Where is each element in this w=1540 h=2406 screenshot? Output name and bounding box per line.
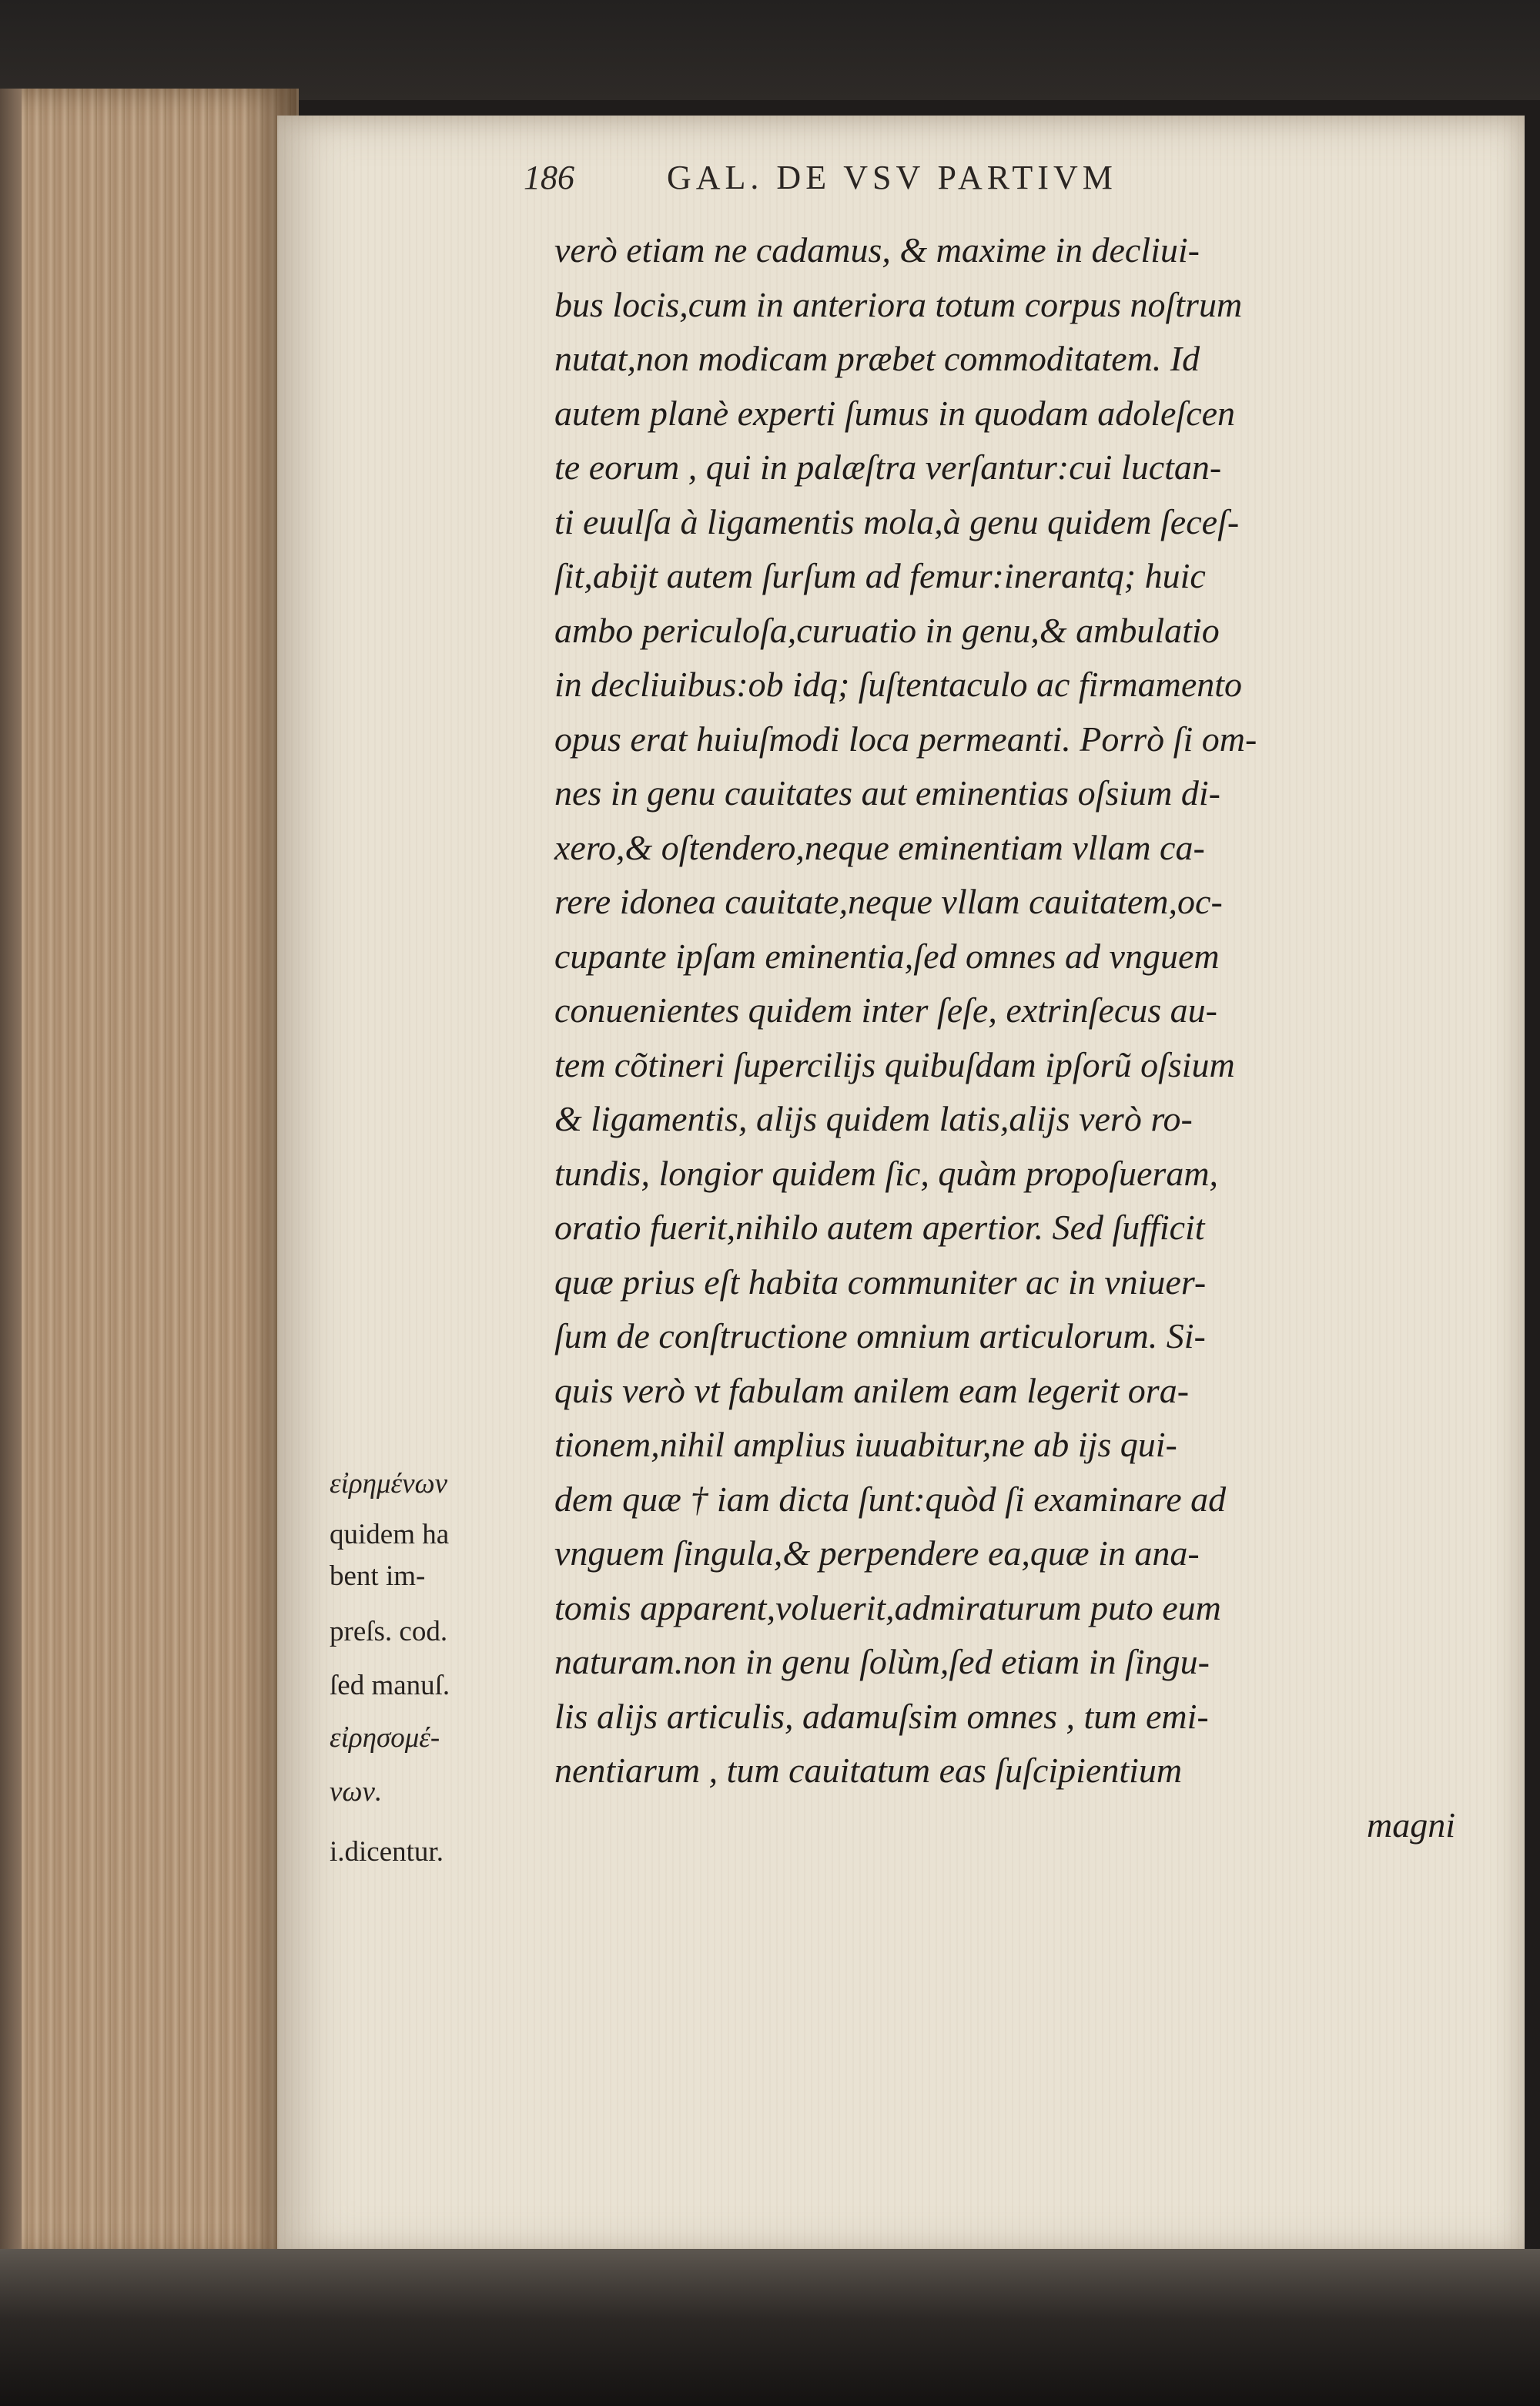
text-line: autem planè experti ſumus in quodam adoleſcen: [554, 393, 1236, 433]
text-line: oratio fuerit,nihilo autem apertior. Sed ſufficit: [554, 1208, 1205, 1247]
body-text: [554, 223, 1502, 1852]
text-line: cupante ipſam eminentia,ſed omnes ad vnguem: [554, 936, 1220, 976]
margin-note-line: εἰρημένων: [330, 1468, 448, 1500]
page-number: 186: [524, 159, 574, 196]
book-spine: [0, 89, 22, 2260]
text-line: nutat,non modicam præbet commoditatem. Id: [554, 339, 1200, 378]
margin-note-line: εἰρησομέ-: [330, 1722, 440, 1754]
running-head-title: GAL. DE VSV PARTIVM: [667, 159, 1117, 196]
text-line: ti euulſa à ligamentis mola,à genu quidem ſeceſ-: [554, 501, 1240, 541]
text-line: ſum de conſtructione omnium articulorum. Si-: [554, 1316, 1206, 1355]
margin-note-line: quidem ha: [330, 1519, 450, 1550]
margin-note-line: i.dicentur.: [330, 1836, 444, 1868]
text-line: quis verò vt fabulam anilem eam legerit ora-: [554, 1370, 1190, 1410]
bottom-backdrop: [0, 2249, 1540, 2406]
text-line: tomis apparent,voluerit,admiraturum puto eum: [554, 1587, 1221, 1627]
catchword: magni: [1367, 1804, 1455, 1845]
text-line: quæ prius eſt habita communiter ac in vniuer-: [554, 1262, 1207, 1302]
text-line: vnguem ſingula,& perpendere ea,quæ in ana-: [554, 1533, 1200, 1573]
text-line: ſit,abijt autem ſurſum ad femur:inerantq; huic: [554, 556, 1206, 595]
text-line: xero,& oſtendero,neque eminentiam vllam ca-: [554, 827, 1205, 867]
text-line: nentiarum , tum cauitatum eas ſuſcipientium: [554, 1751, 1183, 1790]
backdrop: [0, 0, 1540, 100]
margin-note-line: ſed manuſ.: [330, 1670, 450, 1701]
text-line: in decliuibus:ob idq; ſuſtentaculo ac firmamento: [554, 665, 1243, 704]
text-line: rere idonea cauitate,neque vllam cauitatem,oc-: [554, 882, 1223, 921]
text-line: conuenientes quidem inter ſeſe, extrinſecus au-: [554, 990, 1217, 1030]
text-line: tundis, longior quidem ſic, quàm propoſueram,: [554, 1153, 1219, 1193]
margin-note-line: νων.: [330, 1776, 383, 1808]
text-line: lis alijs articulis, adamuſsim omnes , tum emi-: [554, 1696, 1209, 1736]
text-line: opus erat huiuſmodi loca permeanti. Porrò ſi om-: [554, 719, 1257, 759]
margin-note-line: preſs. cod.: [330, 1616, 448, 1647]
text-line: & ligamentis, alijs quidem latis,alijs verò ro-: [554, 1099, 1193, 1138]
margin-note-line: bent im-: [330, 1560, 426, 1592]
text-line: tem cõtineri ſupercilijs quibuſdam ipſorũ oſsium: [554, 1044, 1235, 1084]
text-line: nes in genu cauitates aut eminentias oſsium di-: [554, 773, 1220, 813]
text-line: naturam.non in genu ſolùm,ſed etiam in ſingu-: [554, 1642, 1210, 1681]
text-line: dem quæ † iam dicta ſunt:quòd ſi examinare ad: [554, 1479, 1227, 1519]
text-line: te eorum , qui in palæſtra verſantur:cui luctan-: [554, 447, 1222, 487]
running-head: [524, 158, 1117, 197]
text-line: tionem,nihil amplius iuuabitur,ne ab ijs qui-: [554, 1425, 1177, 1464]
text-line: ambo periculoſa,curuatio in genu,& ambulatio: [554, 610, 1220, 650]
text-line: verò etiam ne cadamus, & maxime in decliui-: [554, 230, 1200, 270]
book-page-edges: [0, 89, 299, 2260]
text-line: bus locis,cum in anteriora totum corpus noſtrum: [554, 284, 1243, 324]
